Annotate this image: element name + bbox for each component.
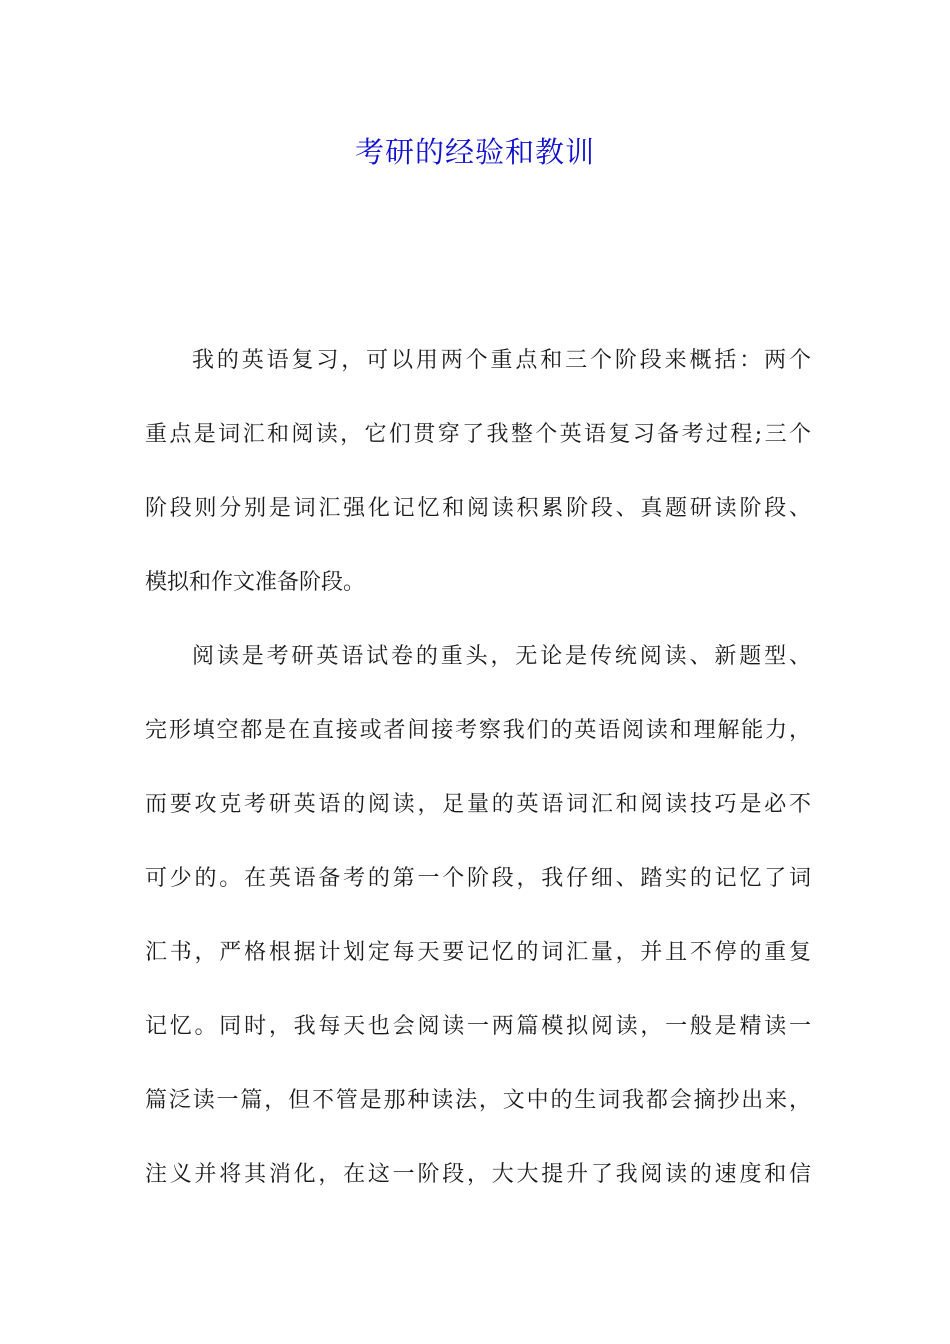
paragraph-1-line-3: 阶段则分别是词汇强化记忆和阅读积累阶段、真题研读阶段、 <box>145 496 811 521</box>
paragraph-1-line-4: 模拟和作文准备阶段。 <box>145 570 366 595</box>
paragraph-2-line-1: 阅读是考研英语试卷的重头，无论是传统阅读、新题型、 <box>192 644 811 669</box>
paragraph-2-line-7: 篇泛读一篇，但不管是那种读法，文中的生词我都会摘抄出来， <box>145 1088 811 1113</box>
document-body <box>145 336 811 1224</box>
paragraph-2-line-5: 汇书，严格根据计划定每天要记忆的词汇量，并且不停的重复 <box>145 940 811 965</box>
paragraph-2-line-6: 记忆。同时，我每天也会阅读一两篇模拟阅读，一般是精读一 <box>145 1014 811 1039</box>
paragraph-1-line-1: 我的英语复习，可以用两个重点和三个阶段来概括：两个 <box>192 348 811 373</box>
paragraph-2-line-3: 而要攻克考研英语的阅读，足量的英语词汇和阅读技巧是必不 <box>145 792 811 817</box>
paragraph-2-line-2: 完形填空都是在直接或者间接考察我们的英语阅读和理解能力， <box>145 718 811 743</box>
paragraph-1-line-2: 重点是词汇和阅读，它们贯穿了我整个英语复习备考过程;三个 <box>145 422 811 447</box>
paragraph-2-line-8: 注义并将其消化，在这一阶段，大大提升了我阅读的速度和信 <box>145 1162 811 1187</box>
document-title: 考研的经验和教训 <box>354 135 595 169</box>
paragraph-2-line-4: 可少的。在英语备考的第一个阶段，我仔细、踏实的记忆了词 <box>145 866 811 891</box>
